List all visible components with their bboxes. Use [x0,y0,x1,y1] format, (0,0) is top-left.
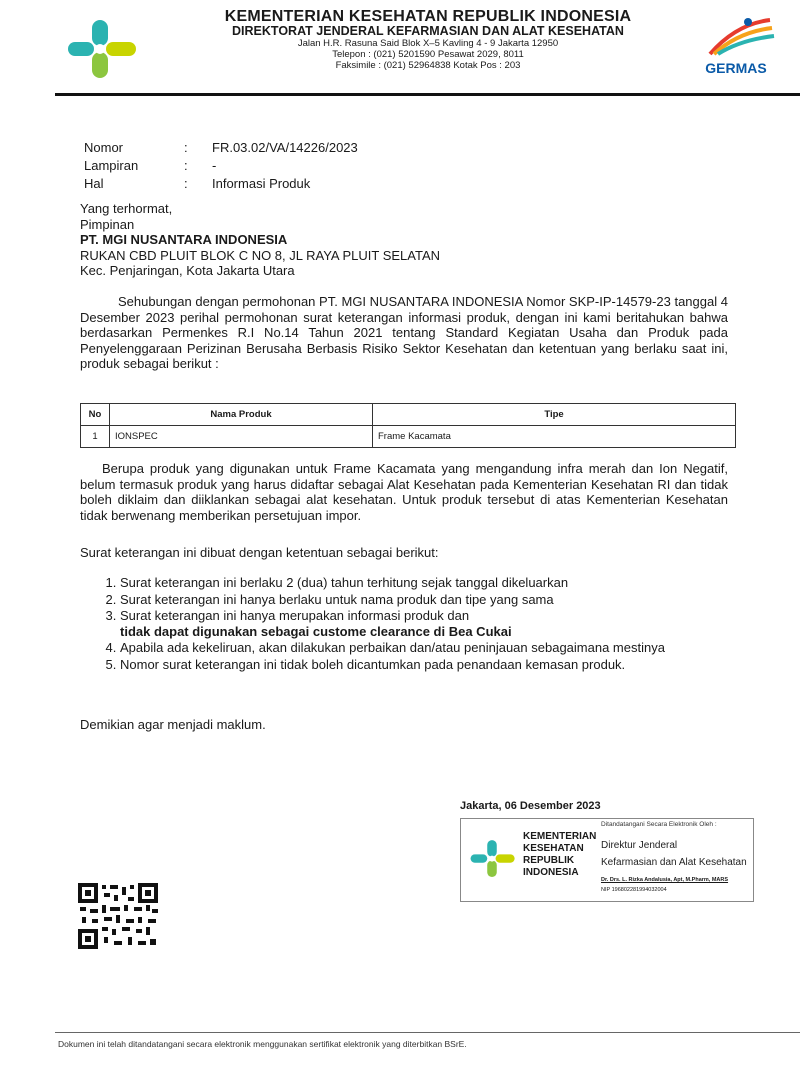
conditions-intro: Surat keterangan ini dibuat dengan ketentuan sebagai berikut: [80,545,439,560]
condition-4: Apabila ada kekeliruan, akan dilakukan perbaikan dan/atau peninjauan sebagaimana mestinya [120,640,665,655]
separator: : [184,176,188,191]
qr-code-icon [78,883,158,949]
footer-divider [55,1032,800,1033]
cell-tipe: Frame Kacamata [373,426,736,448]
condition-1: Surat keterangan ini berlaku 2 (dua) tahun terhitung sejak tanggal dikeluarkan [120,575,569,590]
paragraph-product-note: Berupa produk yang digunakan untuk Frame Kacamata yang mengandung infra merah dan Ion Negatif, belum termasuk produk yang harus didaftar sebagai Alat Kesehatan pada Kementerian Kesehatan RI dan tidak boleh diklaim dan diiklankan sebagai alat kesehatan. Untuk produk tersebut di atas Kementerian Kesehatan tidak berwenang memberikan persetujuan impor. [80,461,728,523]
signer-nip: NIP 196802281994032004 [601,887,667,893]
col-header-no: No [81,404,110,426]
kemenkes-logo-small [467,827,517,889]
kemenkes-logo [58,14,142,82]
recipient-block [80,201,440,279]
signature-org [523,831,596,879]
header-divider [55,93,800,96]
paragraph-intro: Sehubungan dengan permohonan PT. MGI NUSANTARA INDONESIA Nomor SKP-IP-14579-23 tanggal 4 Desember 2023 perihal permohonan surat keterangan informasi produk, dengan ini kami beritahukan bahwa berdasarkan Permenkes R.I No.14 Tahun 2021 tentang Standard Kegiatan Usaha dan Produk pada Penyelenggaraan Perizinan Berusaha Berbasis Risiko Sektor Kesehatan dan ketentuan yang berlaku saat ini, produk sebagai berikut : [80,294,728,371]
lampiran-value: - [212,158,217,173]
signature-date: Jakarta, 06 Desember 2023 [460,800,601,812]
signed-note: Ditandatangani Secara Elektronik Oleh : [601,821,717,828]
table-row [81,426,736,448]
condition-3b: tidak dapat digunakan sebagai custome clearance di Bea Cukai [120,623,512,639]
office-address: Jalan H.R. Rasuna Said Blok X–5 Kavling 4 - 9 Jakarta 12950 [297,38,559,49]
list-item [120,608,760,639]
cell-no: 1 [81,426,110,448]
recipient-address-1: RUKAN CBD PLUIT BLOK C NO 8, JL RAYA PLUIT SELATAN [80,247,441,263]
list-item [120,592,760,608]
condition-5: Nomor surat keterangan ini tidak boleh dicantumkan pada penandaan kemasan produk. [120,656,626,672]
signer-role [601,837,747,871]
role-line-2: Kefarmasian dan Alat Kesehatan [601,857,747,868]
list-item [120,640,760,656]
directorate-name: DIREKTORAT JENDERAL KEFARMASIAN DAN ALAT KESEHATAN [232,24,624,38]
office-phone: Telepon : (021) 5201590 Pesawat 2029, 8011 [332,49,524,60]
recipient-address-2: Kec. Penjaringan, Kota Jakarta Utara [80,263,295,278]
cell-nama-produk: IONSPEC [110,426,373,448]
hal-value: Informasi Produk [212,176,311,191]
footer-note: Dokumen ini telah ditandatangani secara elektronik menggunakan sertifikat elektronik yang diterbitkan BSrE. [58,1039,467,1049]
recipient-company: PT. MGI NUSANTARA INDONESIA [80,232,288,247]
nomor-value: FR.03.02/VA/14226/2023 [212,140,358,155]
list-item [120,657,760,673]
office-fax: Faksimile : (021) 52964838 Kotak Pos : 203 [335,60,521,71]
salutation: Yang terhormat, [80,201,173,216]
col-header-nama-produk: Nama Produk [110,404,373,426]
nomor-label: Nomor [84,140,124,155]
signer-name: Dr. Drs. L. Rizka Andalusia, Apt, M.Pharm, MARS [601,877,729,883]
separator: : [184,140,188,155]
col-header-tipe: Tipe [373,404,736,426]
lampiran-label: Lampiran [84,158,139,173]
germas-label: GERMAS [705,60,767,76]
condition-3a: Surat keterangan ini hanya merupakan informasi produk dan [120,608,470,623]
list-item [120,575,760,591]
org-line-1: KEMENTERIAN [523,831,597,842]
electronic-signature-box [460,818,754,902]
condition-2: Surat keterangan ini hanya berlaku untuk nama produk dan tipe yang sama [120,591,554,607]
conditions-list [100,575,760,673]
closing-line: Demikian agar menjadi maklum. [80,717,266,732]
org-line-4: INDONESIA [523,867,579,878]
separator: : [184,158,188,173]
product-table [80,403,736,448]
germas-logo [690,14,782,80]
recipient-title: Pimpinan [80,216,135,232]
hal-label: Hal [84,176,104,191]
table-header-row [81,404,736,426]
org-line-3: REPUBLIK [523,855,575,866]
letter-meta [82,138,360,194]
germas-figure-icon [690,14,782,60]
role-line-1: Direktur Jenderal [601,840,678,851]
org-line-2: KESEHATAN [523,843,584,854]
ministry-name: KEMENTERIAN KESEHATAN REPUBLIK INDONESIA [224,8,632,25]
letterhead [178,8,678,71]
